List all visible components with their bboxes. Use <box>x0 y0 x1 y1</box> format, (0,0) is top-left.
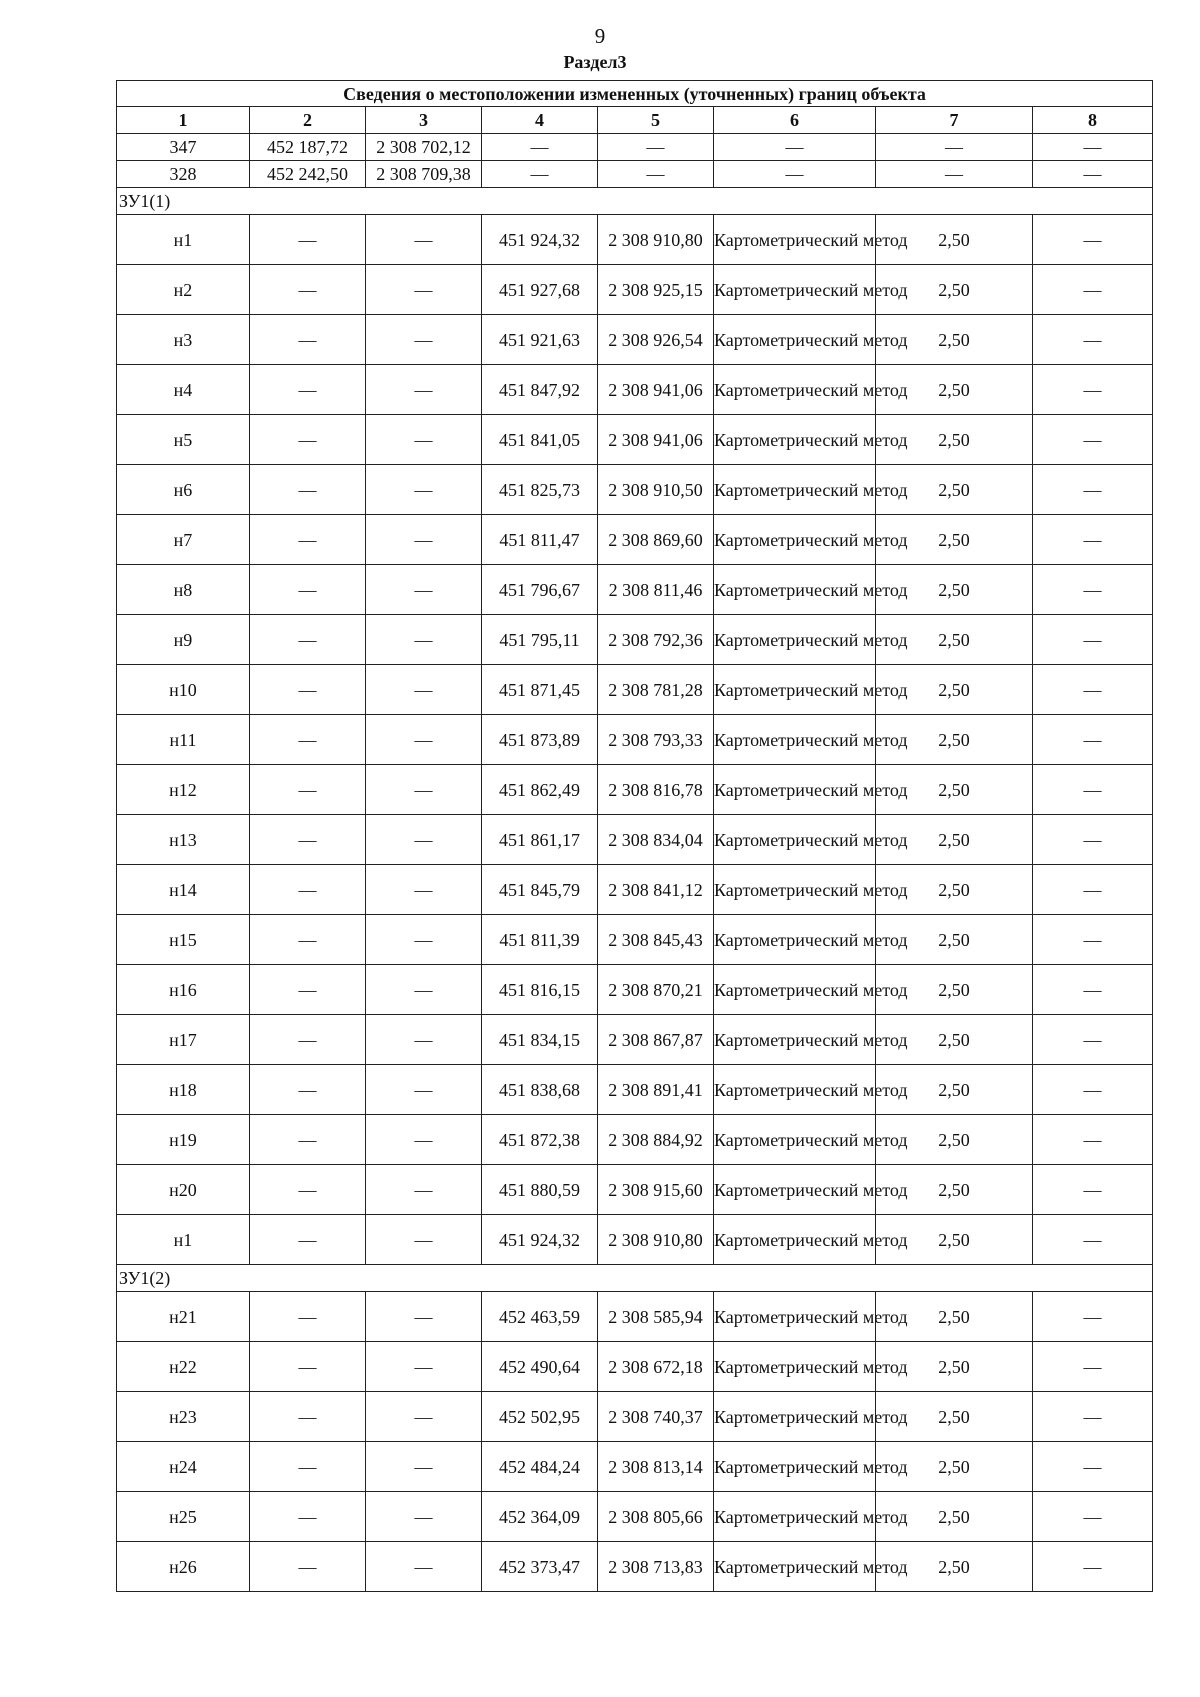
cell-accuracy: 2,50 <box>876 1015 1033 1065</box>
cell-new-x: 452 484,24 <box>482 1442 598 1492</box>
cell-description: — <box>1033 665 1153 715</box>
cell-old-y: — <box>366 415 482 465</box>
cell-point-number: н5 <box>117 415 250 465</box>
cell-method: Картометрический метод <box>714 1165 876 1215</box>
cell-accuracy: 2,50 <box>876 1292 1033 1342</box>
cell-new-x: 451 841,05 <box>482 415 598 465</box>
cell-old-x: — <box>250 665 366 715</box>
table-row <box>117 1342 1153 1392</box>
cell-new-y: 2 308 869,60 <box>598 515 714 565</box>
cell-point-number: н8 <box>117 565 250 615</box>
column-number-row <box>117 107 1153 134</box>
cell-new-y: 2 308 845,43 <box>598 915 714 965</box>
cell-accuracy: 2,50 <box>876 615 1033 665</box>
table-row <box>117 1542 1153 1592</box>
cell-description: — <box>1033 215 1153 265</box>
cell-accuracy: 2,50 <box>876 915 1033 965</box>
cell-description: — <box>1033 615 1153 665</box>
group-label: ЗУ1(2) <box>117 1265 1153 1292</box>
cell-point-number: н18 <box>117 1065 250 1115</box>
cell-old-y: — <box>366 465 482 515</box>
cell-description: — <box>1033 1492 1153 1542</box>
cell-accuracy: 2,50 <box>876 665 1033 715</box>
cell-description: — <box>1033 865 1153 915</box>
cell-new-y: 2 308 841,12 <box>598 865 714 915</box>
cell-point-number: н16 <box>117 965 250 1015</box>
cell-point-number: н25 <box>117 1492 250 1542</box>
table-row <box>117 1492 1153 1542</box>
cell-old-y: — <box>366 965 482 1015</box>
cell-accuracy: 2,50 <box>876 215 1033 265</box>
cell-description: — <box>1033 965 1153 1015</box>
cell-old-x: — <box>250 1292 366 1342</box>
cell-new-x: 451 845,79 <box>482 865 598 915</box>
table-row <box>117 1392 1153 1442</box>
cell-new-y: — <box>598 134 714 161</box>
cell-new-x: 452 373,47 <box>482 1542 598 1592</box>
cell-old-x: — <box>250 465 366 515</box>
cell-point-number: н11 <box>117 715 250 765</box>
cell-accuracy: 2,50 <box>876 465 1033 515</box>
table-row <box>117 565 1153 615</box>
table-row <box>117 765 1153 815</box>
cell-old-y: — <box>366 615 482 665</box>
cell-old-x: — <box>250 965 366 1015</box>
cell-accuracy: 2,50 <box>876 315 1033 365</box>
cell-old-y: — <box>366 1442 482 1492</box>
cell-method: Картометрический метод <box>714 565 876 615</box>
column-header: 6 <box>714 107 876 134</box>
table-row <box>117 915 1153 965</box>
cell-method: Картометрический метод <box>714 465 876 515</box>
cell-old-x: — <box>250 315 366 365</box>
cell-method: Картометрический метод <box>714 365 876 415</box>
cell-method: Картометрический метод <box>714 315 876 365</box>
cell-new-y: 2 308 867,87 <box>598 1015 714 1065</box>
cell-point-number: 328 <box>117 161 250 188</box>
table-row <box>117 965 1153 1015</box>
cell-method: Картометрический метод <box>714 515 876 565</box>
cell-accuracy: 2,50 <box>876 365 1033 415</box>
cell-accuracy: 2,50 <box>876 1542 1033 1592</box>
cell-method: Картометрический метод <box>714 1442 876 1492</box>
cell-method: Картометрический метод <box>714 965 876 1015</box>
cell-old-y: — <box>366 1342 482 1392</box>
cell-description: — <box>1033 1292 1153 1342</box>
cell-new-x: 451 825,73 <box>482 465 598 515</box>
cell-description: — <box>1033 415 1153 465</box>
cell-new-x: 452 463,59 <box>482 1292 598 1342</box>
cell-new-x: 451 861,17 <box>482 815 598 865</box>
cell-old-x: — <box>250 265 366 315</box>
cell-accuracy: 2,50 <box>876 1492 1033 1542</box>
table-row <box>117 1442 1153 1492</box>
cell-old-y: — <box>366 815 482 865</box>
cell-old-x: — <box>250 215 366 265</box>
cell-point-number: н21 <box>117 1292 250 1342</box>
cell-old-x: — <box>250 365 366 415</box>
column-header: 1 <box>117 107 250 134</box>
table-row <box>117 134 1153 161</box>
cell-old-y: 2 308 702,12 <box>366 134 482 161</box>
table-row <box>117 161 1153 188</box>
cell-new-y: 2 308 740,37 <box>598 1392 714 1442</box>
cell-method: Картометрический метод <box>714 1015 876 1065</box>
cell-accuracy: 2,50 <box>876 765 1033 815</box>
table-row <box>117 515 1153 565</box>
cell-old-x: — <box>250 1542 366 1592</box>
cell-old-y: — <box>366 1115 482 1165</box>
cell-new-x: 451 927,68 <box>482 265 598 315</box>
cell-old-y: — <box>366 915 482 965</box>
column-header: 8 <box>1033 107 1153 134</box>
cell-accuracy: 2,50 <box>876 715 1033 765</box>
cell-new-x: 451 838,68 <box>482 1065 598 1115</box>
cell-method: Картометрический метод <box>714 1215 876 1265</box>
cell-old-y: — <box>366 1492 482 1542</box>
cell-new-y: 2 308 834,04 <box>598 815 714 865</box>
cell-old-y: — <box>366 365 482 415</box>
cell-description: — <box>1033 1342 1153 1392</box>
cell-new-y: 2 308 910,80 <box>598 215 714 265</box>
group-label: ЗУ1(1) <box>117 188 1153 215</box>
cell-old-y: — <box>366 1215 482 1265</box>
cell-point-number: н12 <box>117 765 250 815</box>
column-header: 3 <box>366 107 482 134</box>
cell-description: — <box>1033 565 1153 615</box>
cell-description: — <box>1033 465 1153 515</box>
cell-new-x: 451 796,67 <box>482 565 598 615</box>
cell-old-y: — <box>366 1165 482 1215</box>
cell-description: — <box>1033 1442 1153 1492</box>
cell-method: Картометрический метод <box>714 1065 876 1115</box>
cell-accuracy: — <box>876 161 1033 188</box>
cell-point-number: н14 <box>117 865 250 915</box>
cell-old-y: — <box>366 665 482 715</box>
page-number: 9 <box>594 24 606 48</box>
cell-method: Картометрический метод <box>714 715 876 765</box>
cell-old-y: — <box>366 1542 482 1592</box>
cell-old-x: — <box>250 1392 366 1442</box>
table-row <box>117 815 1153 865</box>
column-header: 2 <box>250 107 366 134</box>
cell-description: — <box>1033 365 1153 415</box>
cell-new-x: 451 873,89 <box>482 715 598 765</box>
boundary-points-table <box>116 80 1153 1592</box>
table-caption-row <box>117 81 1153 107</box>
column-header: 5 <box>598 107 714 134</box>
cell-old-x: — <box>250 1115 366 1165</box>
cell-old-y: — <box>366 1065 482 1115</box>
cell-method: Картометрический метод <box>714 1292 876 1342</box>
cell-description: — <box>1033 915 1153 965</box>
cell-new-y: 2 308 781,28 <box>598 665 714 715</box>
cell-point-number: н19 <box>117 1115 250 1165</box>
cell-new-y: 2 308 805,66 <box>598 1492 714 1542</box>
cell-new-x: 451 795,11 <box>482 615 598 665</box>
table-row <box>117 1165 1153 1215</box>
cell-new-y: 2 308 672,18 <box>598 1342 714 1392</box>
cell-accuracy: 2,50 <box>876 1065 1033 1115</box>
cell-old-x: — <box>250 1492 366 1542</box>
cell-accuracy: 2,50 <box>876 415 1033 465</box>
cell-new-x: 451 921,63 <box>482 315 598 365</box>
cell-description: — <box>1033 1542 1153 1592</box>
cell-new-x: 452 490,64 <box>482 1342 598 1392</box>
cell-accuracy: — <box>876 134 1033 161</box>
cell-point-number: н10 <box>117 665 250 715</box>
cell-new-x: 451 924,32 <box>482 1215 598 1265</box>
cell-new-x: 451 880,59 <box>482 1165 598 1215</box>
cell-new-x: 451 811,39 <box>482 915 598 965</box>
table-caption: Сведения о местоположении измененных (уточненных) границ объекта <box>117 81 1153 107</box>
cell-method: Картометрический метод <box>714 1492 876 1542</box>
cell-description: — <box>1033 765 1153 815</box>
cell-old-y: — <box>366 865 482 915</box>
cell-new-y: 2 308 926,54 <box>598 315 714 365</box>
cell-method: Картометрический метод <box>714 865 876 915</box>
cell-old-x: — <box>250 715 366 765</box>
cell-old-y: — <box>366 215 482 265</box>
cell-method: Картометрический метод <box>714 1342 876 1392</box>
cell-point-number: 347 <box>117 134 250 161</box>
cell-method: Картометрический метод <box>714 765 876 815</box>
cell-description: — <box>1033 161 1153 188</box>
table-row <box>117 865 1153 915</box>
table-body <box>117 81 1153 1592</box>
cell-description: — <box>1033 1165 1153 1215</box>
cell-new-y: 2 308 941,06 <box>598 415 714 465</box>
cell-new-x: — <box>482 161 598 188</box>
cell-old-y: 2 308 709,38 <box>366 161 482 188</box>
cell-new-y: 2 308 585,94 <box>598 1292 714 1342</box>
cell-old-x: — <box>250 865 366 915</box>
cell-old-y: — <box>366 265 482 315</box>
column-header: 7 <box>876 107 1033 134</box>
cell-description: — <box>1033 515 1153 565</box>
cell-new-y: 2 308 793,33 <box>598 715 714 765</box>
cell-accuracy: 2,50 <box>876 1342 1033 1392</box>
cell-point-number: н24 <box>117 1442 250 1492</box>
cell-accuracy: 2,50 <box>876 965 1033 1015</box>
table-row <box>117 1115 1153 1165</box>
cell-new-x: 451 834,15 <box>482 1015 598 1065</box>
cell-new-y: 2 308 813,14 <box>598 1442 714 1492</box>
cell-new-y: 2 308 713,83 <box>598 1542 714 1592</box>
cell-method: Картометрический метод <box>714 1115 876 1165</box>
cell-new-y: 2 308 811,46 <box>598 565 714 615</box>
table-row <box>117 715 1153 765</box>
cell-new-x: 452 364,09 <box>482 1492 598 1542</box>
cell-point-number: н26 <box>117 1542 250 1592</box>
cell-point-number: н6 <box>117 465 250 515</box>
cell-new-y: 2 308 884,92 <box>598 1115 714 1165</box>
cell-accuracy: 2,50 <box>876 265 1033 315</box>
table-row <box>117 265 1153 315</box>
cell-description: — <box>1033 134 1153 161</box>
cell-accuracy: 2,50 <box>876 565 1033 615</box>
cell-point-number: н22 <box>117 1342 250 1392</box>
cell-point-number: н1 <box>117 215 250 265</box>
cell-method: Картометрический метод <box>714 815 876 865</box>
cell-accuracy: 2,50 <box>876 865 1033 915</box>
cell-old-x: — <box>250 765 366 815</box>
table-row <box>117 415 1153 465</box>
cell-description: — <box>1033 1115 1153 1165</box>
cell-method: — <box>714 161 876 188</box>
cell-point-number: н17 <box>117 1015 250 1065</box>
cell-point-number: н1 <box>117 1215 250 1265</box>
cell-method: Картометрический метод <box>714 1392 876 1442</box>
table-row <box>117 1015 1153 1065</box>
cell-new-y: 2 308 910,50 <box>598 465 714 515</box>
cell-new-y: — <box>598 161 714 188</box>
cell-old-y: — <box>366 315 482 365</box>
cell-new-x: 451 811,47 <box>482 515 598 565</box>
cell-new-x: 451 862,49 <box>482 765 598 815</box>
cell-point-number: н15 <box>117 915 250 965</box>
table-row <box>117 1292 1153 1342</box>
cell-method: Картометрический метод <box>714 415 876 465</box>
cell-old-y: — <box>366 1292 482 1342</box>
table-row <box>117 365 1153 415</box>
cell-old-x: — <box>250 815 366 865</box>
table-row <box>117 615 1153 665</box>
cell-old-y: — <box>366 1015 482 1065</box>
cell-new-y: 2 308 816,78 <box>598 765 714 815</box>
cell-new-x: — <box>482 134 598 161</box>
cell-description: — <box>1033 1215 1153 1265</box>
cell-method: Картометрический метод <box>714 915 876 965</box>
cell-new-x: 451 872,38 <box>482 1115 598 1165</box>
cell-point-number: н20 <box>117 1165 250 1215</box>
cell-old-x: — <box>250 515 366 565</box>
cell-old-x: — <box>250 1215 366 1265</box>
cell-method: Картометрический метод <box>714 665 876 715</box>
cell-old-x: 452 242,50 <box>250 161 366 188</box>
cell-description: — <box>1033 715 1153 765</box>
cell-point-number: н23 <box>117 1392 250 1442</box>
cell-new-y: 2 308 941,06 <box>598 365 714 415</box>
cell-accuracy: 2,50 <box>876 815 1033 865</box>
cell-old-y: — <box>366 715 482 765</box>
cell-point-number: н13 <box>117 815 250 865</box>
group-row <box>117 188 1153 215</box>
cell-accuracy: 2,50 <box>876 515 1033 565</box>
cell-description: — <box>1033 815 1153 865</box>
cell-new-y: 2 308 915,60 <box>598 1165 714 1215</box>
cell-accuracy: 2,50 <box>876 1442 1033 1492</box>
cell-accuracy: 2,50 <box>876 1165 1033 1215</box>
cell-old-y: — <box>366 765 482 815</box>
cell-new-x: 451 871,45 <box>482 665 598 715</box>
cell-old-x: — <box>250 915 366 965</box>
cell-old-x: — <box>250 1065 366 1115</box>
cell-point-number: н7 <box>117 515 250 565</box>
section-title: Раздел3 <box>563 52 627 72</box>
cell-method: Картометрический метод <box>714 265 876 315</box>
cell-old-x: — <box>250 1342 366 1392</box>
cell-description: — <box>1033 1065 1153 1115</box>
table-row <box>117 1065 1153 1115</box>
cell-new-y: 2 308 910,80 <box>598 1215 714 1265</box>
cell-new-y: 2 308 870,21 <box>598 965 714 1015</box>
cell-point-number: н3 <box>117 315 250 365</box>
cell-method: Картометрический метод <box>714 615 876 665</box>
cell-description: — <box>1033 1015 1153 1065</box>
cell-method: Картометрический метод <box>714 1542 876 1592</box>
cell-method: — <box>714 134 876 161</box>
cell-old-x: — <box>250 1442 366 1492</box>
cell-old-y: — <box>366 1392 482 1442</box>
cell-new-x: 452 502,95 <box>482 1392 598 1442</box>
cell-old-x: — <box>250 415 366 465</box>
cell-point-number: н2 <box>117 265 250 315</box>
cell-old-y: — <box>366 515 482 565</box>
column-header: 4 <box>482 107 598 134</box>
cell-description: — <box>1033 265 1153 315</box>
cell-new-x: 451 847,92 <box>482 365 598 415</box>
cell-old-x: — <box>250 1015 366 1065</box>
cell-new-y: 2 308 925,15 <box>598 265 714 315</box>
table-row <box>117 665 1153 715</box>
cell-accuracy: 2,50 <box>876 1392 1033 1442</box>
cell-new-x: 451 924,32 <box>482 215 598 265</box>
group-row <box>117 1265 1153 1292</box>
cell-point-number: н4 <box>117 365 250 415</box>
table-row <box>117 315 1153 365</box>
cell-old-x: — <box>250 615 366 665</box>
cell-new-x: 451 816,15 <box>482 965 598 1015</box>
cell-new-y: 2 308 891,41 <box>598 1065 714 1115</box>
cell-old-x: 452 187,72 <box>250 134 366 161</box>
table-row <box>117 1215 1153 1265</box>
cell-point-number: н9 <box>117 615 250 665</box>
cell-new-y: 2 308 792,36 <box>598 615 714 665</box>
cell-description: — <box>1033 315 1153 365</box>
cell-method: Картометрический метод <box>714 215 876 265</box>
cell-old-x: — <box>250 1165 366 1215</box>
cell-description: — <box>1033 1392 1153 1442</box>
table-row <box>117 215 1153 265</box>
cell-accuracy: 2,50 <box>876 1215 1033 1265</box>
cell-accuracy: 2,50 <box>876 1115 1033 1165</box>
cell-old-y: — <box>366 565 482 615</box>
cell-old-x: — <box>250 565 366 615</box>
table-row <box>117 465 1153 515</box>
